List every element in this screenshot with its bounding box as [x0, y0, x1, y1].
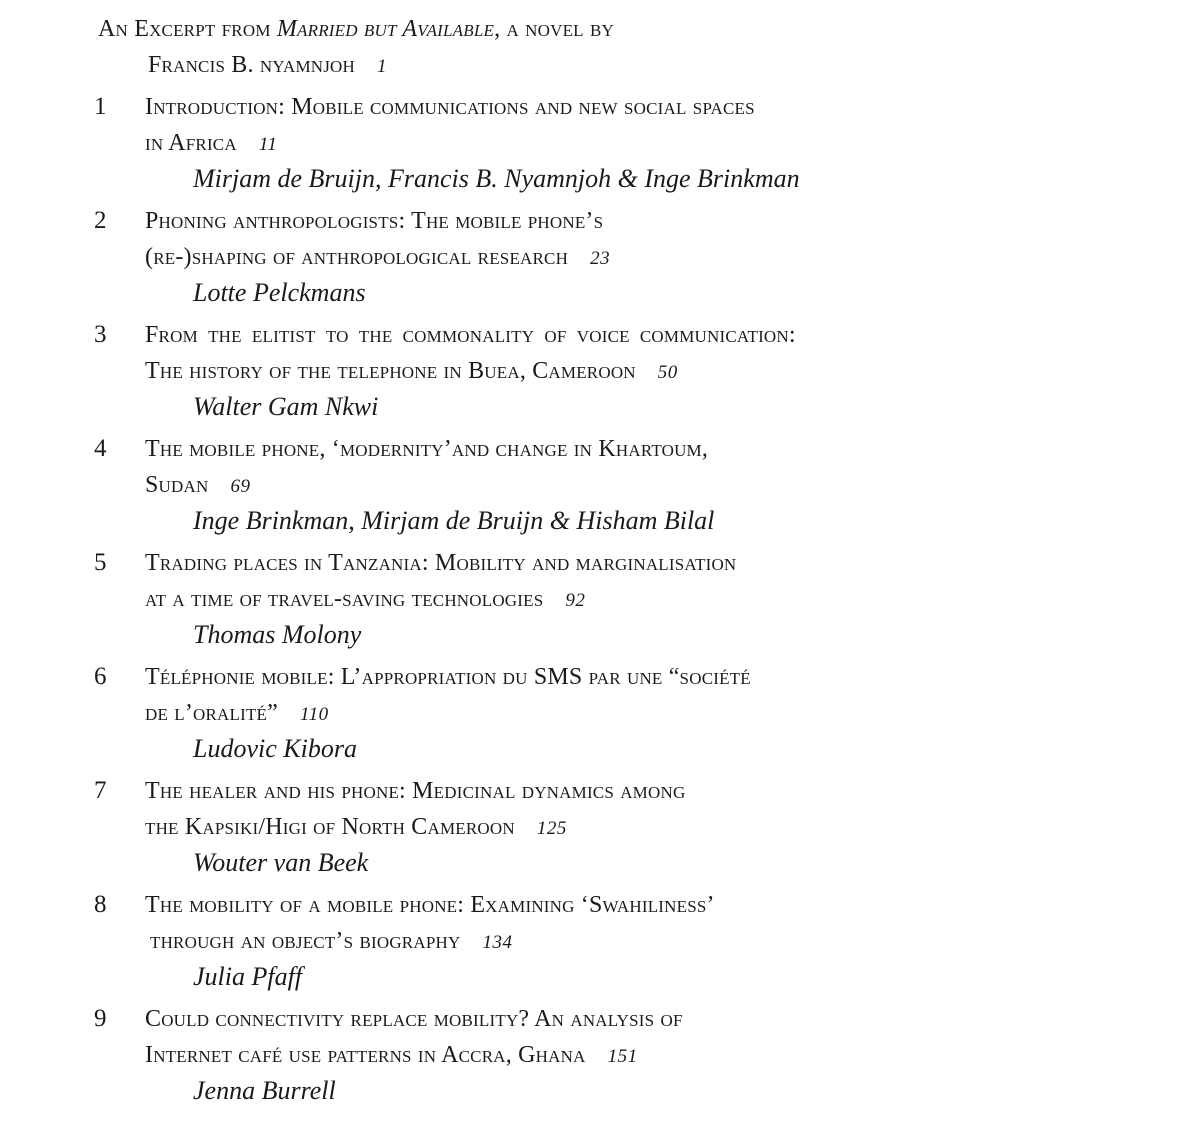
- chapter-title-line1: Trading places in Tanzania: Mobility and marginalisation: [145, 550, 737, 576]
- chapter-title-line1: Phoning anthropologists: The mobile phone’s: [145, 208, 604, 234]
- chapter-page-number: 134: [482, 932, 513, 953]
- chapter-title-text: Sudan: [145, 472, 209, 498]
- chapter-authors: Ludovic Kibora: [193, 734, 357, 763]
- chapter-authors: Wouter van Beek: [193, 848, 369, 877]
- chapter-title-line1: The healer and his phone: Medicinal dynamics among: [145, 778, 686, 804]
- excerpt-prefix: An Excerpt from: [98, 16, 277, 42]
- chapter-authors: Julia Pfaff: [193, 962, 303, 991]
- chapter-authors: Inge Brinkman, Mirjam de Bruijn & Hisham Bilal: [193, 506, 715, 535]
- chapter-title-line2: [145, 356, 678, 388]
- chapter-number: 4: [94, 435, 107, 462]
- chapter-number: 6: [94, 663, 107, 690]
- chapter-authors: Thomas Molony: [193, 620, 362, 649]
- chapter-title-text: The history of the telephone in Buea, Cameroon: [145, 358, 636, 384]
- chapter-title-line2: [145, 128, 277, 160]
- chapter-page-number: 69: [230, 476, 251, 497]
- chapter-title-line1: From the elitist to the commonality of voice communication:: [145, 322, 796, 348]
- excerpt-novel-title: Married but Available: [276, 16, 495, 42]
- chapter-title-line2: [145, 812, 567, 844]
- chapter-page-number: 11: [258, 134, 278, 155]
- chapter-title-line1: Téléphonie mobile: L’appropriation du SMS par une “société: [145, 664, 751, 690]
- chapter-title-text: at a time of travel-saving technologies: [145, 586, 544, 612]
- chapter-title-line2: [145, 584, 585, 616]
- chapter-title-text: through an object’s biography: [150, 928, 461, 954]
- chapter-title-line1: The mobility of a mobile phone: Examining ‘Swahiliness’: [145, 892, 715, 918]
- chapter-page-number: 50: [657, 362, 678, 383]
- chapter-title-line2: [145, 242, 610, 274]
- chapter-authors: Walter Gam Nkwi: [193, 392, 379, 421]
- excerpt-author-line: [148, 50, 387, 82]
- chapter-page-number: 151: [607, 1046, 638, 1067]
- chapter-number: 7: [94, 777, 107, 804]
- chapter-number: 1: [94, 93, 107, 120]
- chapter-title-line2: [145, 698, 329, 730]
- excerpt-title-line: [98, 14, 614, 44]
- excerpt-suffix: , a novel by: [494, 16, 614, 42]
- chapter-number: 8: [94, 891, 107, 918]
- chapter-title-text: Internet café use patterns in Accra, Ghana: [145, 1042, 586, 1068]
- chapter-title-text: in Africa: [145, 130, 237, 156]
- chapter-title-text: de l’oralité”: [145, 700, 278, 726]
- chapter-number: 2: [94, 207, 107, 234]
- chapter-title-line2: [150, 926, 512, 958]
- chapter-number: 9: [94, 1005, 107, 1032]
- chapter-authors: Mirjam de Bruijn, Francis B. Nyamnjoh & Inge Brinkman: [193, 164, 800, 193]
- chapter-page-number: 23: [590, 248, 611, 269]
- chapter-number: 3: [94, 321, 107, 348]
- chapter-page-number: 110: [300, 704, 329, 725]
- chapter-authors: Jenna Burrell: [193, 1076, 336, 1105]
- chapter-title-line1: The mobile phone, ‘modernity’and change in Khartoum,: [145, 436, 709, 462]
- chapter-title-line2: [145, 470, 250, 502]
- chapter-title-line2: [145, 1040, 638, 1072]
- excerpt-page-number: 1: [377, 56, 388, 77]
- chapter-title-text: (re-)shaping of anthropological research: [145, 244, 569, 270]
- chapter-number: 5: [94, 549, 107, 576]
- chapter-title-line1: Introduction: Mobile communications and new social spaces: [145, 94, 755, 120]
- chapter-page-number: 92: [565, 590, 586, 611]
- chapter-authors: Lotte Pelckmans: [193, 278, 366, 307]
- chapter-page-number: 125: [536, 818, 567, 839]
- excerpt-author: Francis B. nyamnjoh: [148, 52, 356, 78]
- chapter-title-line1: Could connectivity replace mobility? An analysis of: [145, 1006, 683, 1032]
- chapter-title-text: the Kapsiki/Higi of North Cameroon: [145, 814, 515, 840]
